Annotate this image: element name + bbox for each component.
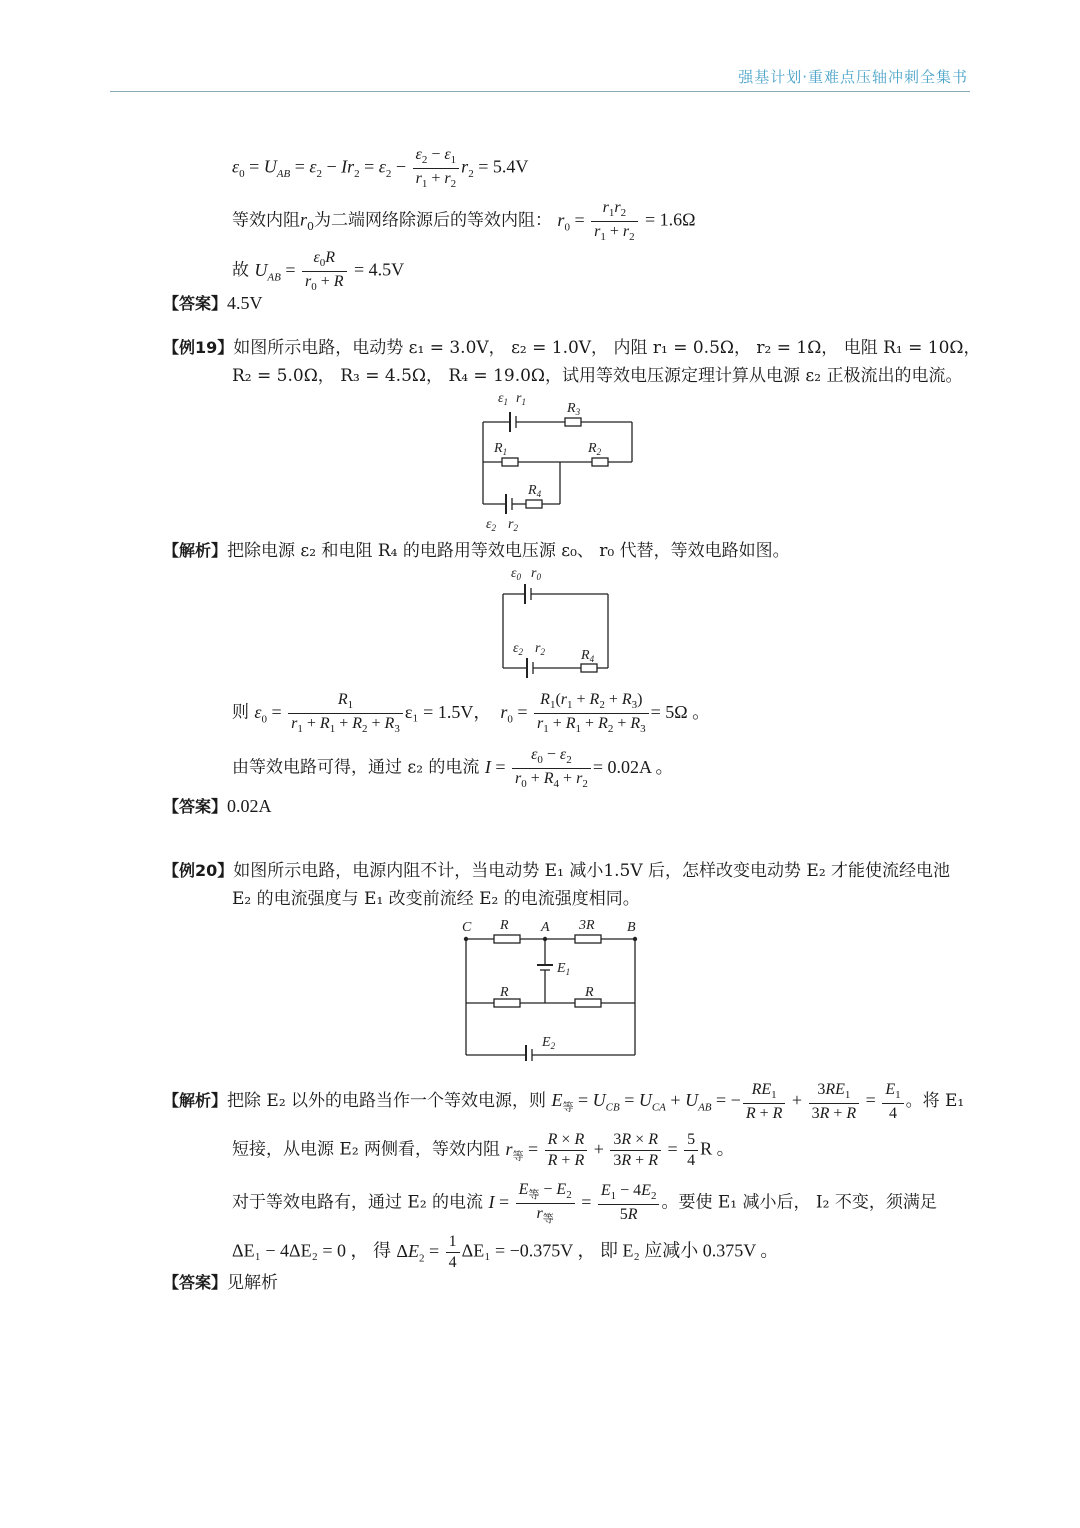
- svg-text:r2: $r_2$: [535, 641, 545, 657]
- svg-text:r1: $r_1$: [516, 391, 526, 407]
- header-title: 强基计划·重难点压轴冲刺全集书: [738, 68, 968, 86]
- ex20-question-line2: E₂ 的电流强度与 E₁ 改变前流经 E₂ 的电流强度相同。: [232, 889, 640, 909]
- svg-text:R: R: [500, 918, 509, 933]
- ex19-question-line1: 【例19】如图所示电路，电动势 ε₁ = 3.0V， ε₂ = 1.0V， 内阻 r₁ = 0.5Ω， r₂ = 1Ω， 电阻 R₁ = 10Ω，: [163, 338, 981, 358]
- svg-text:R: R: [500, 985, 509, 1000]
- svg-text:E2: $E_2$: [542, 1035, 556, 1051]
- svg-text:ε2: $\varepsilon_2$: [486, 517, 497, 533]
- svg-text:B: B: [627, 920, 636, 935]
- svg-text:r2: $r_2$: [508, 517, 518, 533]
- ex19-question-line2: R₂ = 5.0Ω， R₃ = 4.5Ω， R₄ = 19.0Ω，试用等效电压源定理计算从电源 ε₂ 正极流出的电流。: [232, 366, 963, 386]
- answer-a: 【答案】4.5V: [163, 293, 263, 313]
- svg-text:ε2: $\varepsilon_2$: [513, 641, 524, 657]
- ex19-analysis: 【解析】把除电源 ε₂ 和电阻 R₄ 的电路用等效电压源 ε₀、 r₀ 代替，等效电路如图。: [163, 541, 790, 561]
- svg-text:R4: $R_4$: [581, 648, 595, 664]
- ex19-circuit-diagram: [470, 390, 645, 535]
- svg-text:3R: 3R: [579, 918, 595, 933]
- ex19-equivalent-values: 则 $\varepsilon_0$ = $\frac{R_1}{r_1 + R_1 + R_2 + R_3}$ ε₁ = 1.5V， $r_0$ = $\frac{R_1(r_1 + R_2 + R_3)}{r_1 + R_1 + R_2 + R_3}$ = 5Ω 。: [232, 691, 711, 736]
- ex20-equivalent-resistance: 短接，从电源 E₂ 两侧看，等效内阻 $r_等$ = $\frac{R \times R}{R + R}$ + $\frac{3R \times R}{3R + R}$ = $\frac{5}{4}$ R 。: [232, 1131, 735, 1169]
- ex19-equivalent-circuit: [495, 565, 615, 683]
- equation-internal-resistance: 等效内阻$r_0$为二端网络除源后的等效内阻： $r_0$ = $\frac{r_1r_2}{r_1 + r_2}$ = 1.6Ω: [232, 199, 696, 244]
- svg-text:C: C: [462, 920, 472, 935]
- ex20-question-line1: 【例20】如图所示电路，电源内阻不计，当电动势 E₁ 减小1.5V 后，怎样改变电动势 E₂ 才能使流经电池: [163, 861, 951, 881]
- svg-text:R: R: [585, 985, 594, 1000]
- ex19-current: 由等效电路可得，通过 ε₂ 的电流 I = $\frac{\varepsilon_0 - \varepsilon_2}{r_0 + R_4 + r_2}$ = 0.02A 。: [232, 746, 674, 791]
- svg-text:E1: $E_1$: [557, 961, 571, 977]
- ex20-circuit-diagram: [458, 913, 644, 1061]
- answer-ex19: 【答案】0.02A: [163, 796, 272, 816]
- svg-text:ε1: $\varepsilon_1$: [498, 391, 509, 407]
- ex20-analysis: 【解析】把除 E₂ 以外的电路当作一个等效电源，则 $E_等 = U_{CB} = U_{CA} + U_{AB}$ = − $\frac{RE_1}{R + R}$ + $\frac{3RE_1}{3R + R}$ = $\frac{E_1}{4}$ 。将 E₁: [163, 1081, 965, 1122]
- svg-text:r0: $r_0$: [531, 566, 541, 582]
- svg-text:R1: $R_1$: [494, 441, 508, 457]
- ex20-current: 对于等效电路有，通过 E₂ 的电流 I = $\frac{E_等 - E_2}{r_等}$ = $\frac{E_1 - 4E_2}{5R}$ 。要使 E₁ 减小后， I₂ 不变，须满足: [232, 1181, 937, 1226]
- svg-text:R4: $R_4$: [528, 483, 542, 499]
- equation-emf: $\varepsilon_0 = U_{AB} = \varepsilon_2 - Ir_2 = \varepsilon_2$ − $\frac{\varepsilon_2 - \varepsilon_1}{r_1 + r_2}$ $r_2 = 5.4V$: [232, 146, 529, 191]
- header-rule: [110, 91, 970, 92]
- answer-ex20: 【答案】见解析: [163, 1273, 279, 1293]
- svg-text:R2: $R_2$: [588, 441, 602, 457]
- svg-text:R3: $R_3$: [567, 401, 581, 417]
- svg-text:ε0: $\varepsilon_0$: [511, 566, 522, 582]
- equation-uab: 故 $U_{AB}$ = $\frac{\varepsilon_0R}{r_0 + R}$ = 4.5V: [232, 249, 405, 294]
- ex20-conclusion: ΔE₁ − 4ΔE₂ = 0 ， 得 $\Delta E_2$ = $\frac{1}{4}$ ΔE₁ = −0.375V ， 即 E₂ 应减小 0.375V 。: [232, 1233, 779, 1271]
- svg-text:A: A: [541, 920, 550, 935]
